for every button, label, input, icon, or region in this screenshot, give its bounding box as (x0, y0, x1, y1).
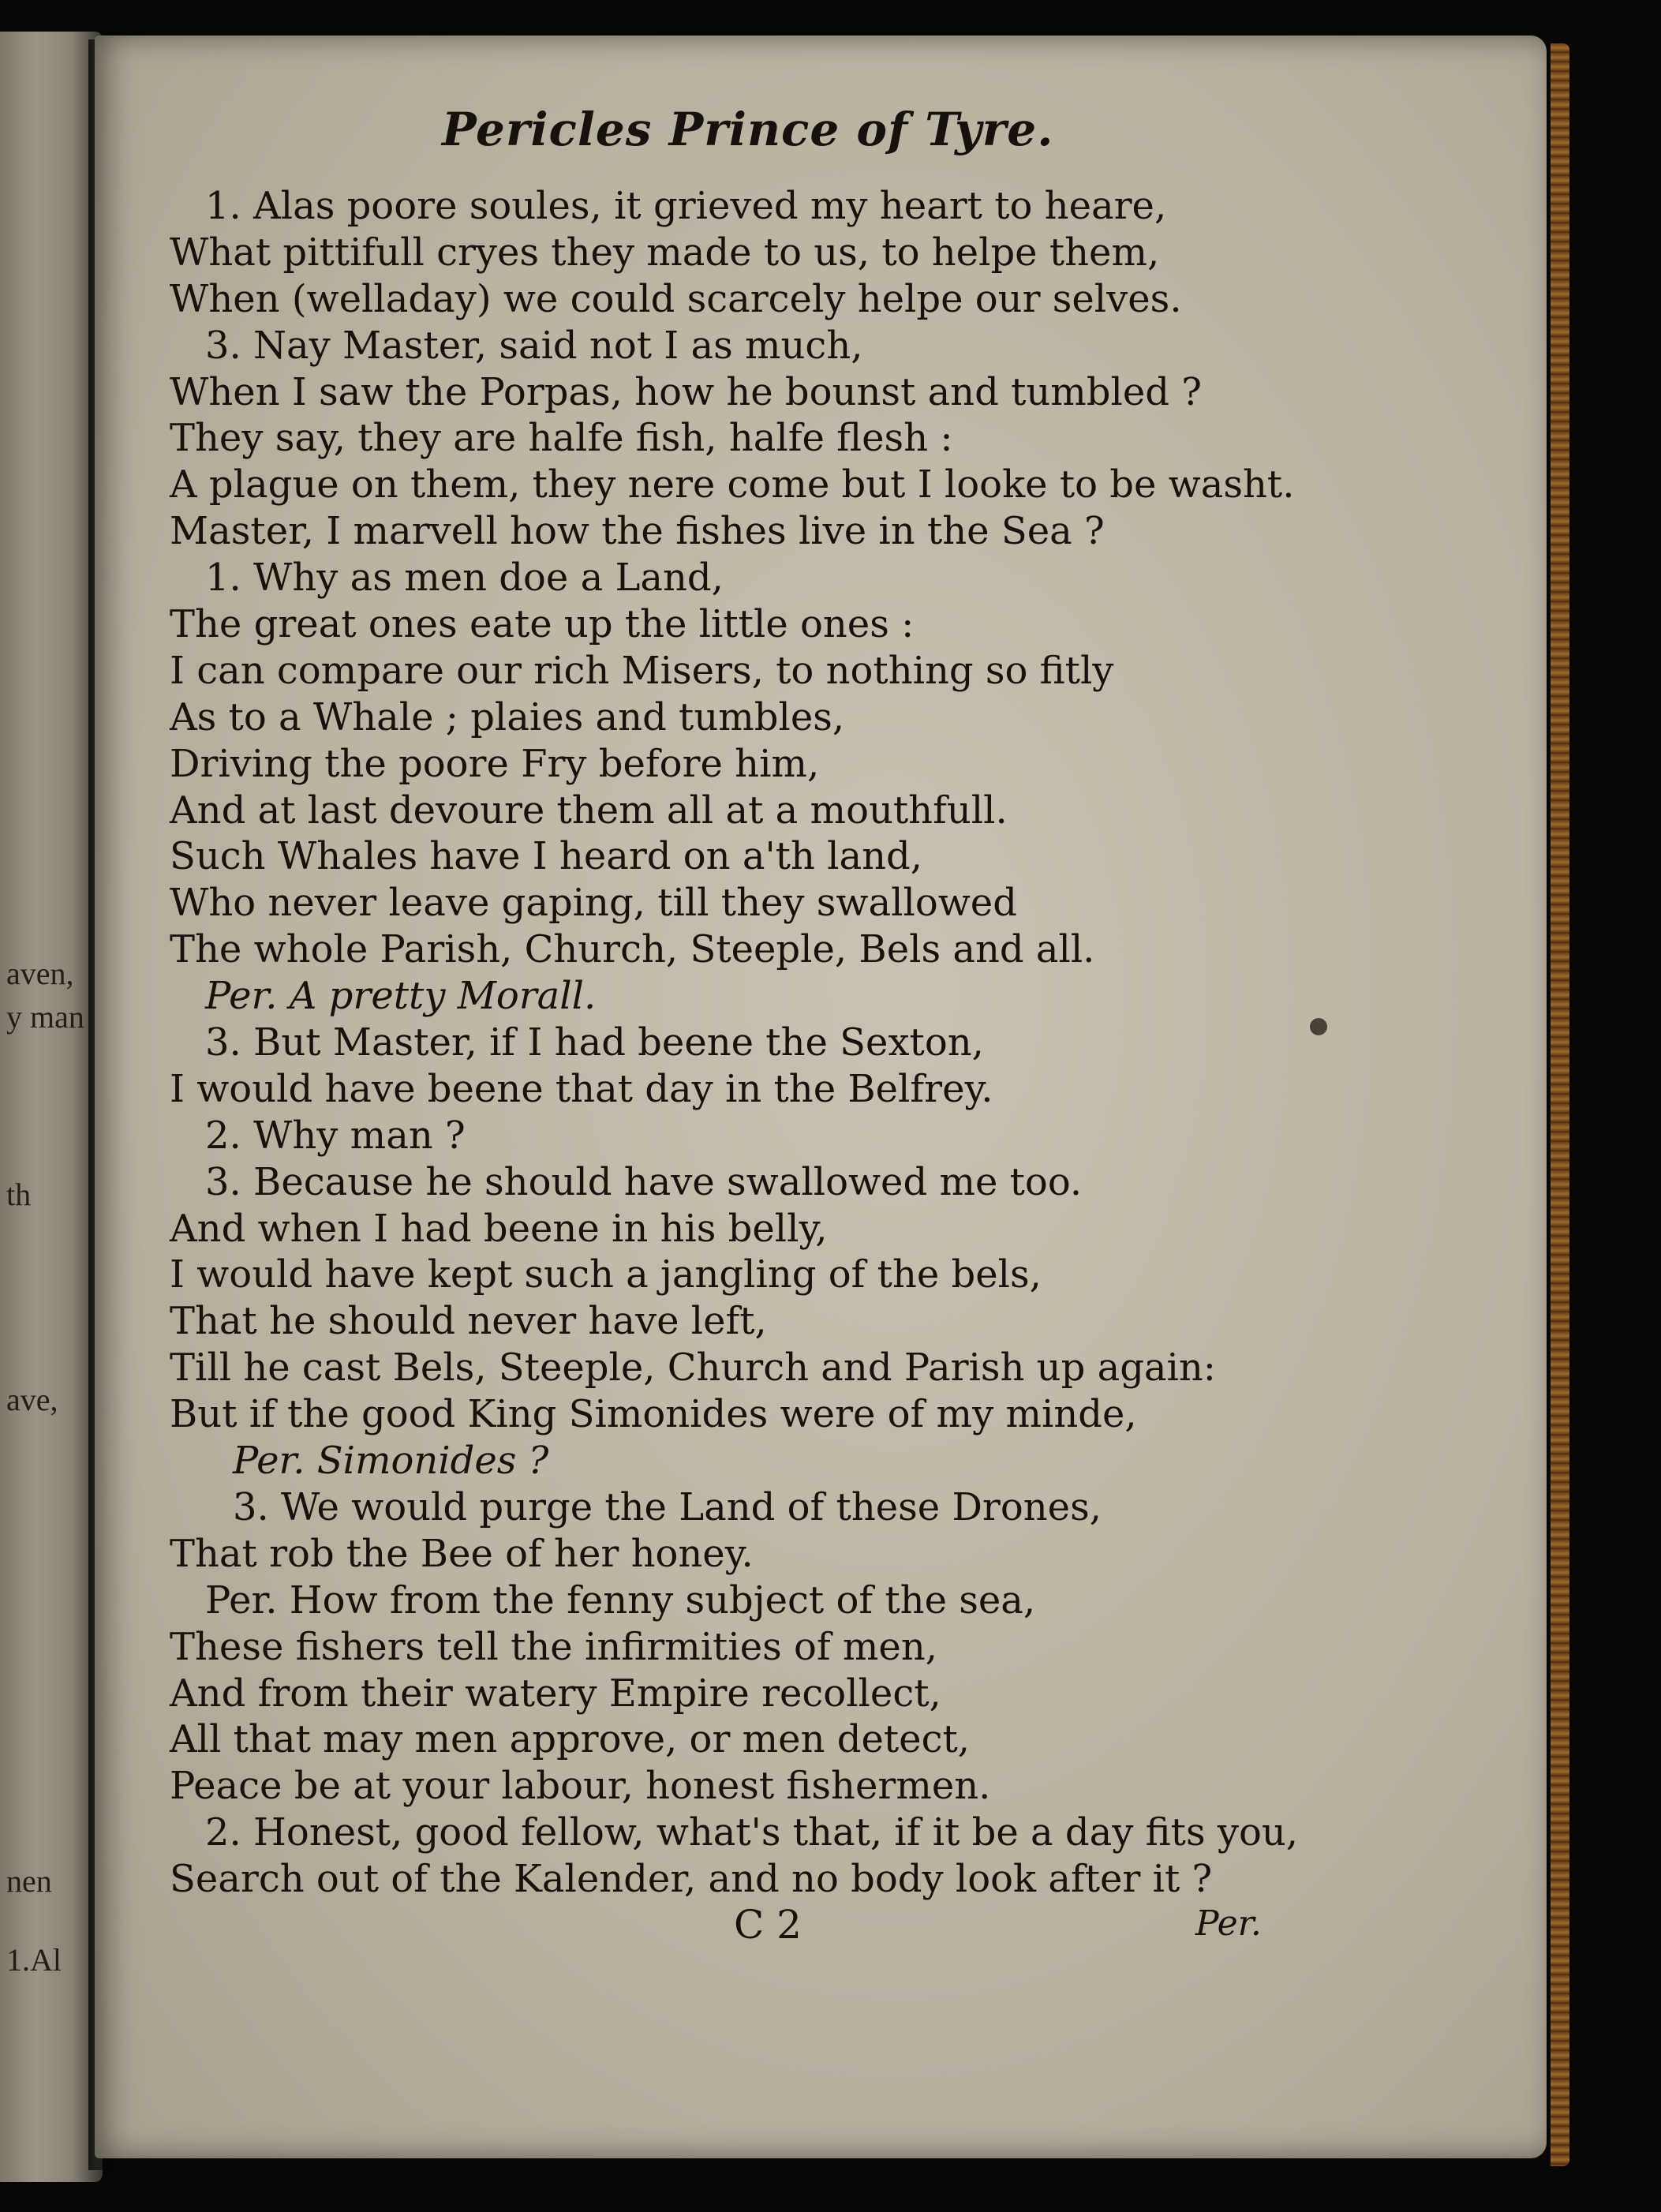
text-line: And when I had beene in his belly, (170, 1206, 828, 1251)
text-block (170, 183, 1322, 1903)
text-line: That he should never have left, (170, 1299, 767, 1344)
gilt-page-edge (1551, 43, 1569, 2166)
text-line: The great ones eate up the little ones : (170, 602, 915, 647)
text-line: What pittifull cryes they made to us, to helpe them, (170, 230, 1160, 275)
running-title: Pericles Prince of Tyre. (442, 103, 1054, 156)
text-line: 3. Nay Master, said not I as much, (205, 323, 863, 368)
text-line: As to a Whale ; plaies and tumbles, (170, 694, 845, 739)
text-line: But if the good King Simonides were of my minde, (170, 1392, 1137, 1437)
text-line: 2. Honest, good fellow, what's that, if it be a day fits you, (205, 1810, 1299, 1855)
text-line: Who never leave gaping, till they swallowed (170, 881, 1017, 926)
text-line: When (welladay) we could scarcely helpe our selves. (170, 276, 1182, 321)
facing-page-fragment: 1.Al (6, 1942, 62, 1978)
text-line: These fishers tell the infirmities of men, (170, 1624, 938, 1669)
facing-page-fragment: y man (6, 999, 84, 1035)
text-line: That rob the Bee of her honey. (170, 1531, 754, 1576)
text-line: 3. Because he should have swallowed me too. (205, 1159, 1083, 1204)
text-line: Till he cast Bels, Steeple, Church and Parish up again: (170, 1346, 1216, 1390)
facing-page-fragment: aven, (6, 956, 74, 991)
text-line: When I saw the Porpas, how he bounst and tumbled ? (170, 369, 1202, 414)
text-line: I can compare our rich Misers, to nothing so fitly (170, 648, 1114, 693)
text-line: Master, I marvell how the fishes live in the Sea ? (170, 509, 1105, 554)
text-line: 3. We would purge the Land of these Drones, (233, 1484, 1102, 1529)
catchword: Per. (1195, 1903, 1262, 1944)
text-line: 1. Why as men doe a Land, (205, 556, 724, 601)
facing-page-fragment: nen (6, 1863, 52, 1899)
text-line: Per. A pretty Morall. (205, 974, 597, 1019)
facing-page-fragment: ave, (6, 1382, 58, 1417)
text-line: All that may men approve, or men detect, (170, 1717, 970, 1762)
text-line: Driving the poore Fry before him, (170, 741, 820, 786)
facing-page (0, 32, 103, 2182)
text-line: I would have kept such a jangling of the bels, (170, 1252, 1042, 1297)
text-line: 2. Why man ? (205, 1113, 466, 1158)
text-line: And at last devoure them all at a mouthfull. (170, 788, 1008, 833)
text-line: I would have beene that day in the Belfrey. (170, 1066, 993, 1111)
text-line: Peace be at your labour, honest fishermen. (170, 1764, 991, 1809)
facing-page-fragment: th (6, 1177, 32, 1212)
text-line: They say, they are halfe fish, halfe flesh : (170, 416, 953, 461)
text-line: The whole Parish, Church, Steeple, Bels and all. (170, 927, 1095, 972)
text-line: Per. How from the fenny subject of the sea, (205, 1578, 1036, 1623)
text-line: A plague on them, they nere come but I looke to be washt. (170, 462, 1295, 507)
text-line: 3. But Master, if I had beene the Sexton, (205, 1020, 984, 1065)
text-line: Such Whales have I heard on a'th land, (170, 834, 922, 879)
signature-mark: C 2 (734, 1902, 802, 1948)
text-line: Search out of the Kalender, and no body look after it ? (170, 1857, 1213, 1902)
text-line: 1. Alas poore soules, it grieved my heart to heare, (205, 184, 1167, 228)
text-line: Per. Simonides ? (233, 1439, 549, 1484)
text-line: And from their watery Empire recollect, (170, 1671, 941, 1716)
